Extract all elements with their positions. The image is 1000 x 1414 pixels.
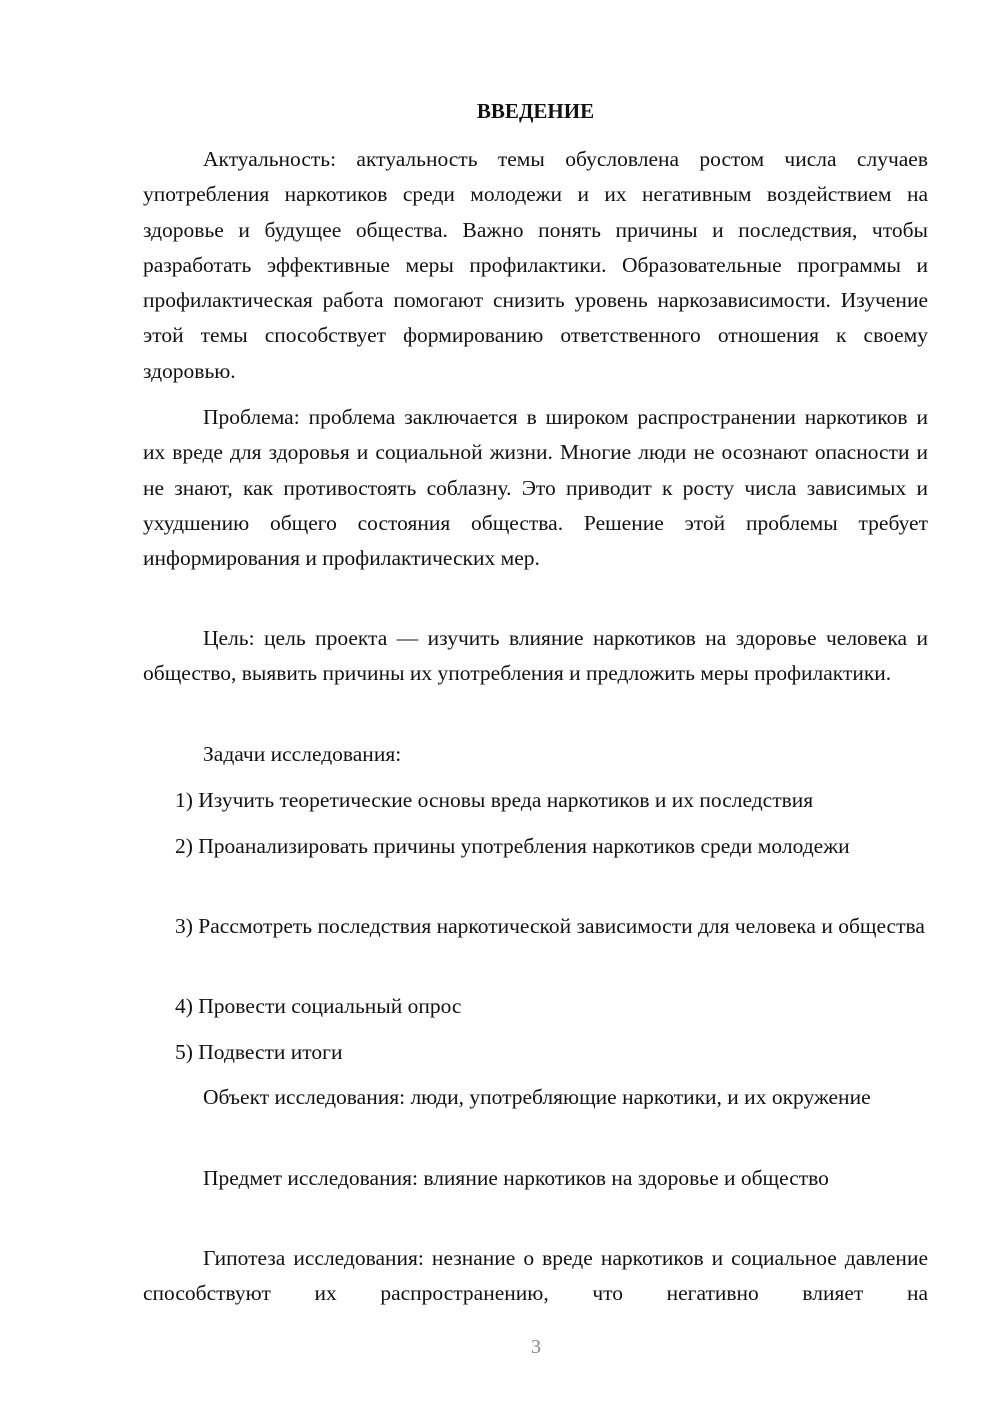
relevance-paragraph: Актуальность: актуальность темы обусловлена ростом числа случаев употребления наркотиков среди молодежи и их негативным воздействием на здоровье и будущее общества. Важно понять причины и последствия, чтобы разработать эффективные меры профилактики. Образовательные программы и профилактическая работа помогают снизить уровень наркозависимости. Изучение этой темы способствует формированию ответственного отношения к своему здоровью. [143, 147, 928, 383]
subject-paragraph: Предмет исследования: влияние наркотиков на здоровье и общество [203, 1166, 829, 1190]
page-title: ВВЕДЕНИЕ [476, 99, 595, 123]
task-item-1: 1) Изучить теоретические основы вреда наркотиков и их последствия [175, 788, 814, 812]
task-item-4: 4) Провести социальный опрос [175, 994, 462, 1018]
task-item-2: 2) Проанализировать причины употребления наркотиков среди молодежи [175, 834, 850, 858]
task-item-3: 3) Рассмотреть последствия наркотической зависимости для человека и общества [175, 914, 925, 938]
problem-paragraph: Проблема: проблема заключается в широком распространении наркотиков и их вреде для здоровья и социальной жизни. Многие люди не осознают опасности и не знают, как противостоять соблазну. Это приводит к росту числа зависимых и ухудшению общего состояния общества. Решение этой проблемы требует информирования и профилактических мер. [143, 405, 928, 571]
object-paragraph: Объект исследования: люди, употребляющие наркотики, и их окружение [203, 1085, 871, 1109]
task-item-5: 5) Подвести итоги [175, 1040, 343, 1064]
page-number: 3 [531, 1336, 541, 1358]
tasks-heading: Задачи исследования: [203, 742, 402, 766]
hypothesis-paragraph: Гипотеза исследования: незнание о вреде наркотиков и социальное давление способствуют их распространению, что негативно влияет на [143, 1246, 928, 1306]
goal-paragraph: Цель: цель проекта — изучить влияние наркотиков на здоровье человека и общество, выявить причины их употребления и предложить меры профилактики. [143, 626, 928, 686]
